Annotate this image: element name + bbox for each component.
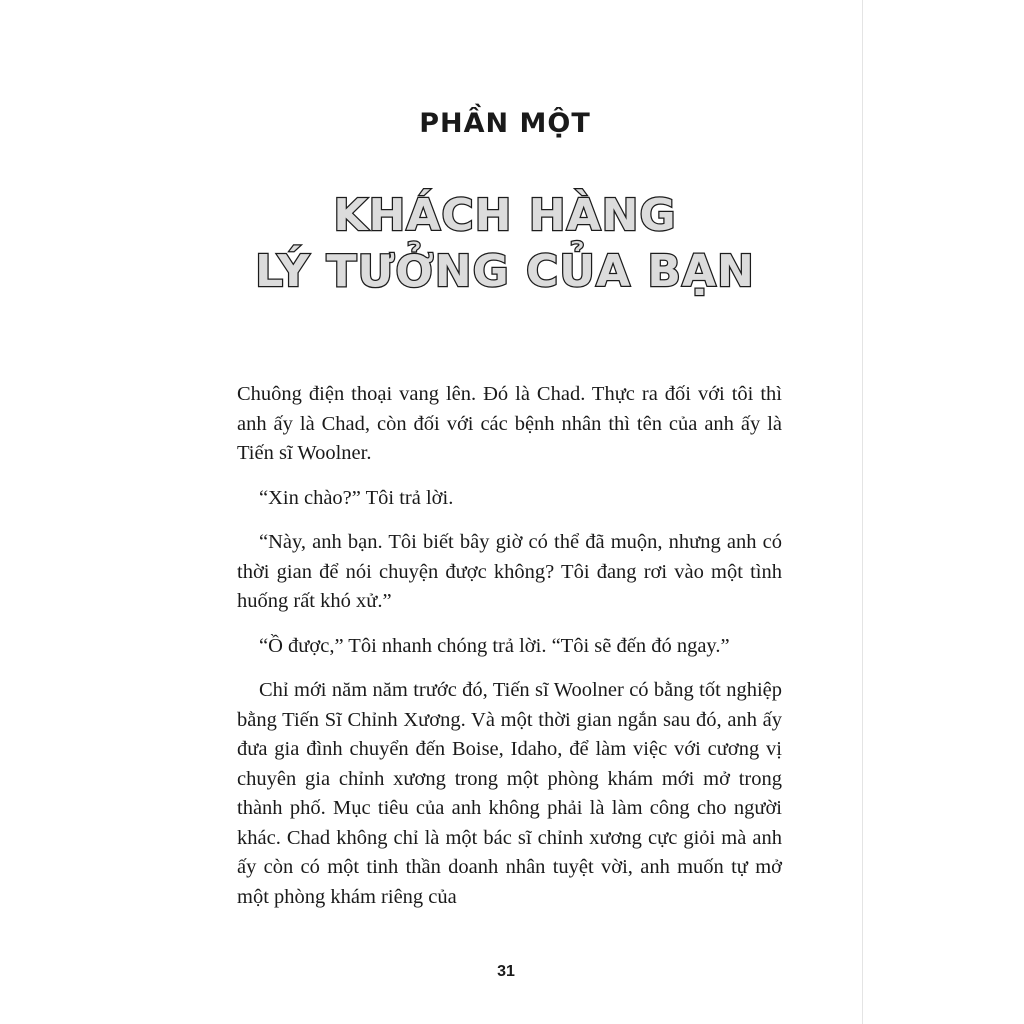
chapter-title-line-1: KHÁCH HÀNG (333, 190, 677, 241)
paragraph: “Xin chào?” Tôi trả lời. (259, 486, 454, 509)
page-edge-line (862, 0, 863, 1024)
page-number: 31 (497, 963, 515, 980)
paragraph: Chỉ mới năm năm trước đó, Tiến sĩ Woolner có bằng tốt nghiệp bằng Tiến Sĩ Chỉnh Xương. Và một thời gian ngắn sau đó, anh ấy đưa gia đình chuyển đến Boise, Idaho, để làm việc với cương vị chuyên gia chỉnh xương trong một phòng khám mới mở trong thành phố. Mục tiêu của anh không phải là làm công cho người khác. Chad không chỉ là một bác sĩ chỉnh xương cực giỏi mà anh ấy còn có một tinh thần doanh nhân tuyệt vời, anh muốn tự mở một phòng khám riêng của (237, 679, 782, 908)
paragraph: Chuông điện thoại vang lên. Đó là Chad. Thực ra đối với tôi thì anh ấy là Chad, còn đối với các bệnh nhân thì tên của anh ấy là Tiến sĩ Woolner. (237, 383, 782, 464)
body-text (237, 380, 782, 927)
paragraph: “Này, anh bạn. Tôi biết bây giờ có thể đã muộn, nhưng anh có thời gian để nói chuyện được không? Tôi đang rơi vào một tình huống rất khó xử.” (237, 531, 782, 612)
part-label: PHẦN MỘT (419, 108, 591, 139)
chapter-title (0, 188, 1010, 300)
paragraph: “Ồ được,” Tôi nhanh chóng trả lời. “Tôi sẽ đến đó ngay.” (259, 634, 730, 657)
chapter-title-line-2: LÝ TƯỞNG CỦA BẠN (255, 246, 755, 297)
